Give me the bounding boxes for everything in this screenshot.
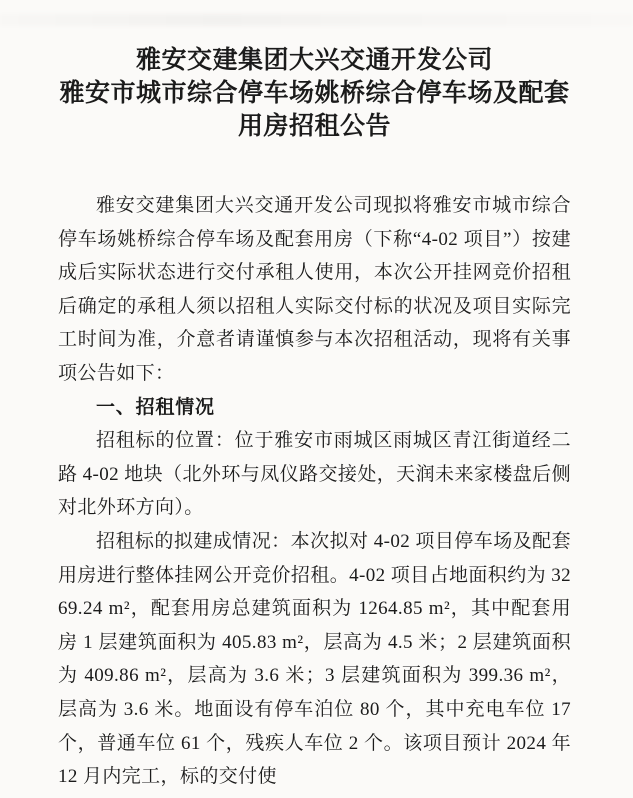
section-heading-rental-overview: 一、招租情况	[96, 396, 215, 418]
title-announcement-line-2: 用房招租公告	[237, 112, 391, 140]
title-announcement-line-1: 雅安市城市综合停车场姚桥综合停车场及配套	[59, 79, 570, 107]
document-body	[58, 189, 571, 794]
paragraph-intro: 雅安交建集团大兴交通开发公司现拟将雅安市城市综合停车场姚桥综合停车场及配套用房（下称“4-02 项目”）按建成后实际状态进行交付承租人使用，本次公开挂网竞价招租后确定的承租人须以招租人实际交付标的状况及项目实际完工时间为准，介意者请谨慎参与本次招租活动，现将有关事项公告如下：	[58, 195, 571, 384]
paragraph-location: 招租标的位置：位于雅安市雨城区雨城区青江街道经二路 4-02 地块（北外环与凤仪路交接处，天润未来家楼盘后侧对北外环方向）。	[58, 430, 571, 519]
paragraph-construction-status: 招租标的拟建成情况：本次拟对 4-02 项目停车场及配套用房进行整体挂网公开竞价招租。4-02 项目占地面积约为 3269.24 m²，配套用房总建筑面积为 1264.85 m²，其中配套用房 1 层建筑面积为 405.83 m²，层高为 4.5 米；2 层建筑面积为 409.86 m²，层高为 3.6 米；3 层建筑面积为 399.36 m²，层高为 3.6 米。地面设有停车泊位 80 个，其中充电车位 17 个，普通车位 61 个，残疾人车位 2 个。该项目预计 2024 年 12 月内完工，标的交付使	[58, 530, 571, 788]
title-company-line: 雅安交建集团大兴交通开发公司	[135, 46, 493, 74]
document-title	[58, 44, 571, 143]
scan-artifact-streak	[0, 14, 633, 26]
